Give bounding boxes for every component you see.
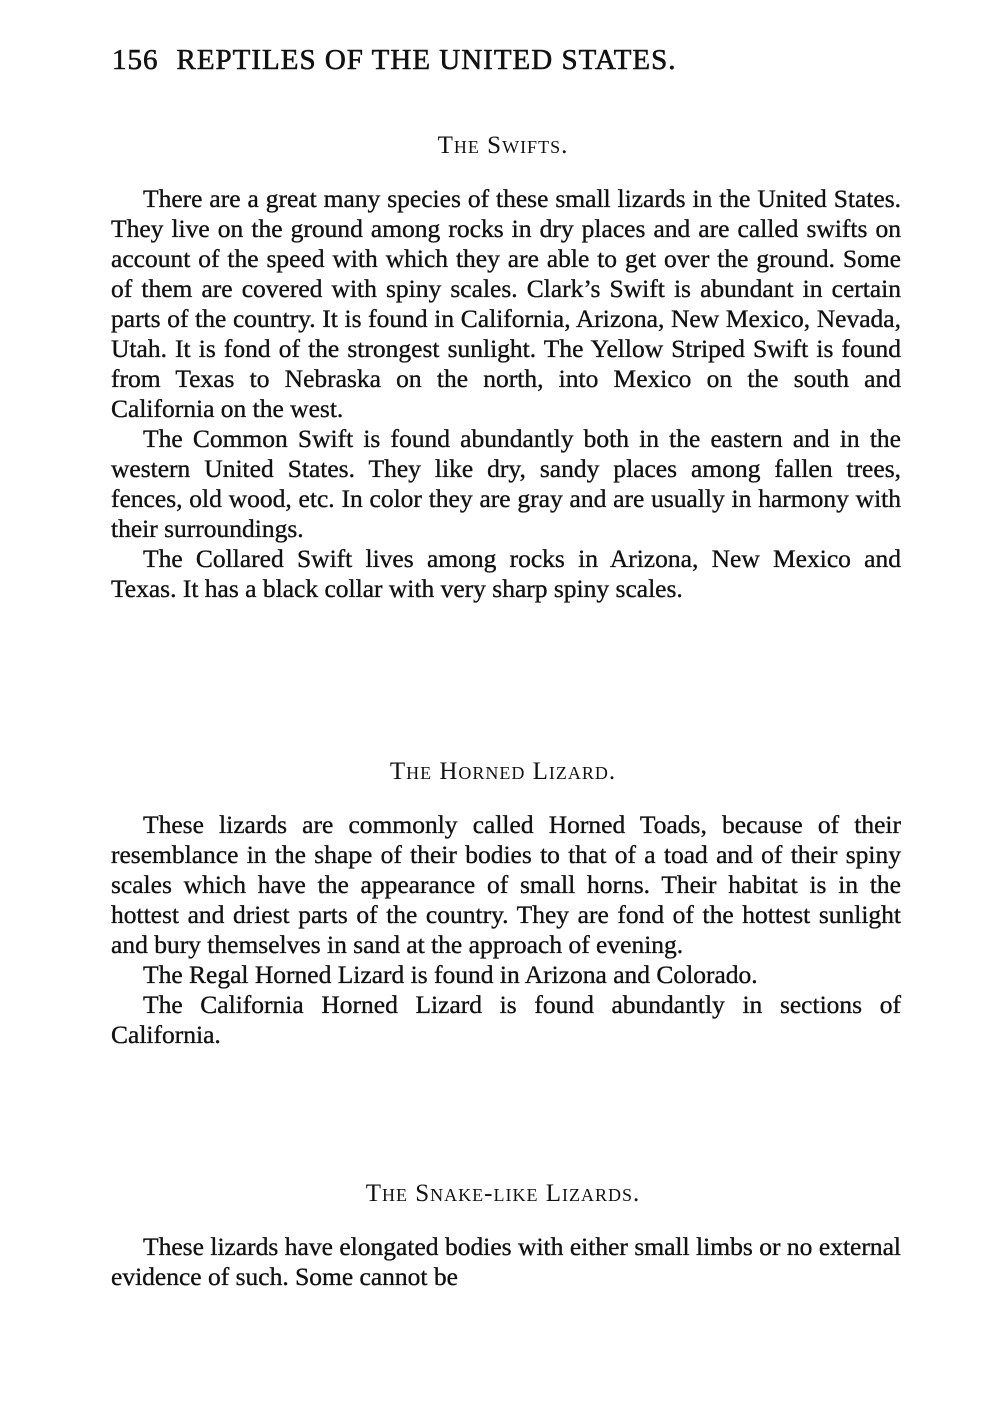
paragraph: The California Horned Lizard is found abundantly in sections of California. [111, 990, 901, 1049]
paragraph: The Common Swift is found abundantly both in the eastern and in the western United States. They like dry, sandy places among fallen trees, fences, old wood, etc. In color they are gray and are usually in harmony with their surroundings. [111, 424, 901, 543]
section-body-horned-lizard [111, 810, 901, 1050]
paragraph: These lizards are commonly called Horned Toads, because of their resemblance in the shape of their bodies to that of a toad and of their spiny scales which have the appearance of small horns. Their habitat is in the hottest and driest parts of the country. They are fond of the hottest sunlight and bury themselves in sand at the approach of evening. [111, 810, 901, 959]
paragraph: The Regal Horned Lizard is found in Arizona and Colorado. [143, 960, 758, 989]
section-heading-snake-like-lizards: The Snake-like Lizards. [365, 1180, 641, 1207]
paragraph: These lizards have elongated bodies with either small limbs or no external evidence of such. Some cannot be [111, 1232, 901, 1291]
paragraph: The Collared Swift lives among rocks in Arizona, New Mexico and Texas. It has a black collar with very sharp spiny scales. [111, 544, 901, 603]
section-heading-swifts: The Swifts. [437, 132, 569, 159]
page-number: 156 [112, 44, 159, 76]
running-head [112, 44, 832, 77]
running-title: REPTILES OF THE UNITED STATES. [176, 44, 677, 76]
section-body-swifts [111, 184, 901, 604]
section-heading-horned-lizard: The Horned Lizard. [389, 758, 617, 785]
section-body-snake-like-lizards [111, 1232, 901, 1292]
paragraph: There are a great many species of these small lizards in the United States. They live on the ground among rocks in dry places and are called swifts on account of the speed with which they are able to get over the ground. Some of them are covered with spiny scales. Clark’s Swift is abundant in certain parts of the country. It is found in California, Arizona, New Mexico, Nevada, Utah. It is fond of the strongest sunlight. The Yellow Striped Swift is found from Texas to Nebraska on the north, into Mexico on the south and California on the west. [111, 184, 901, 423]
